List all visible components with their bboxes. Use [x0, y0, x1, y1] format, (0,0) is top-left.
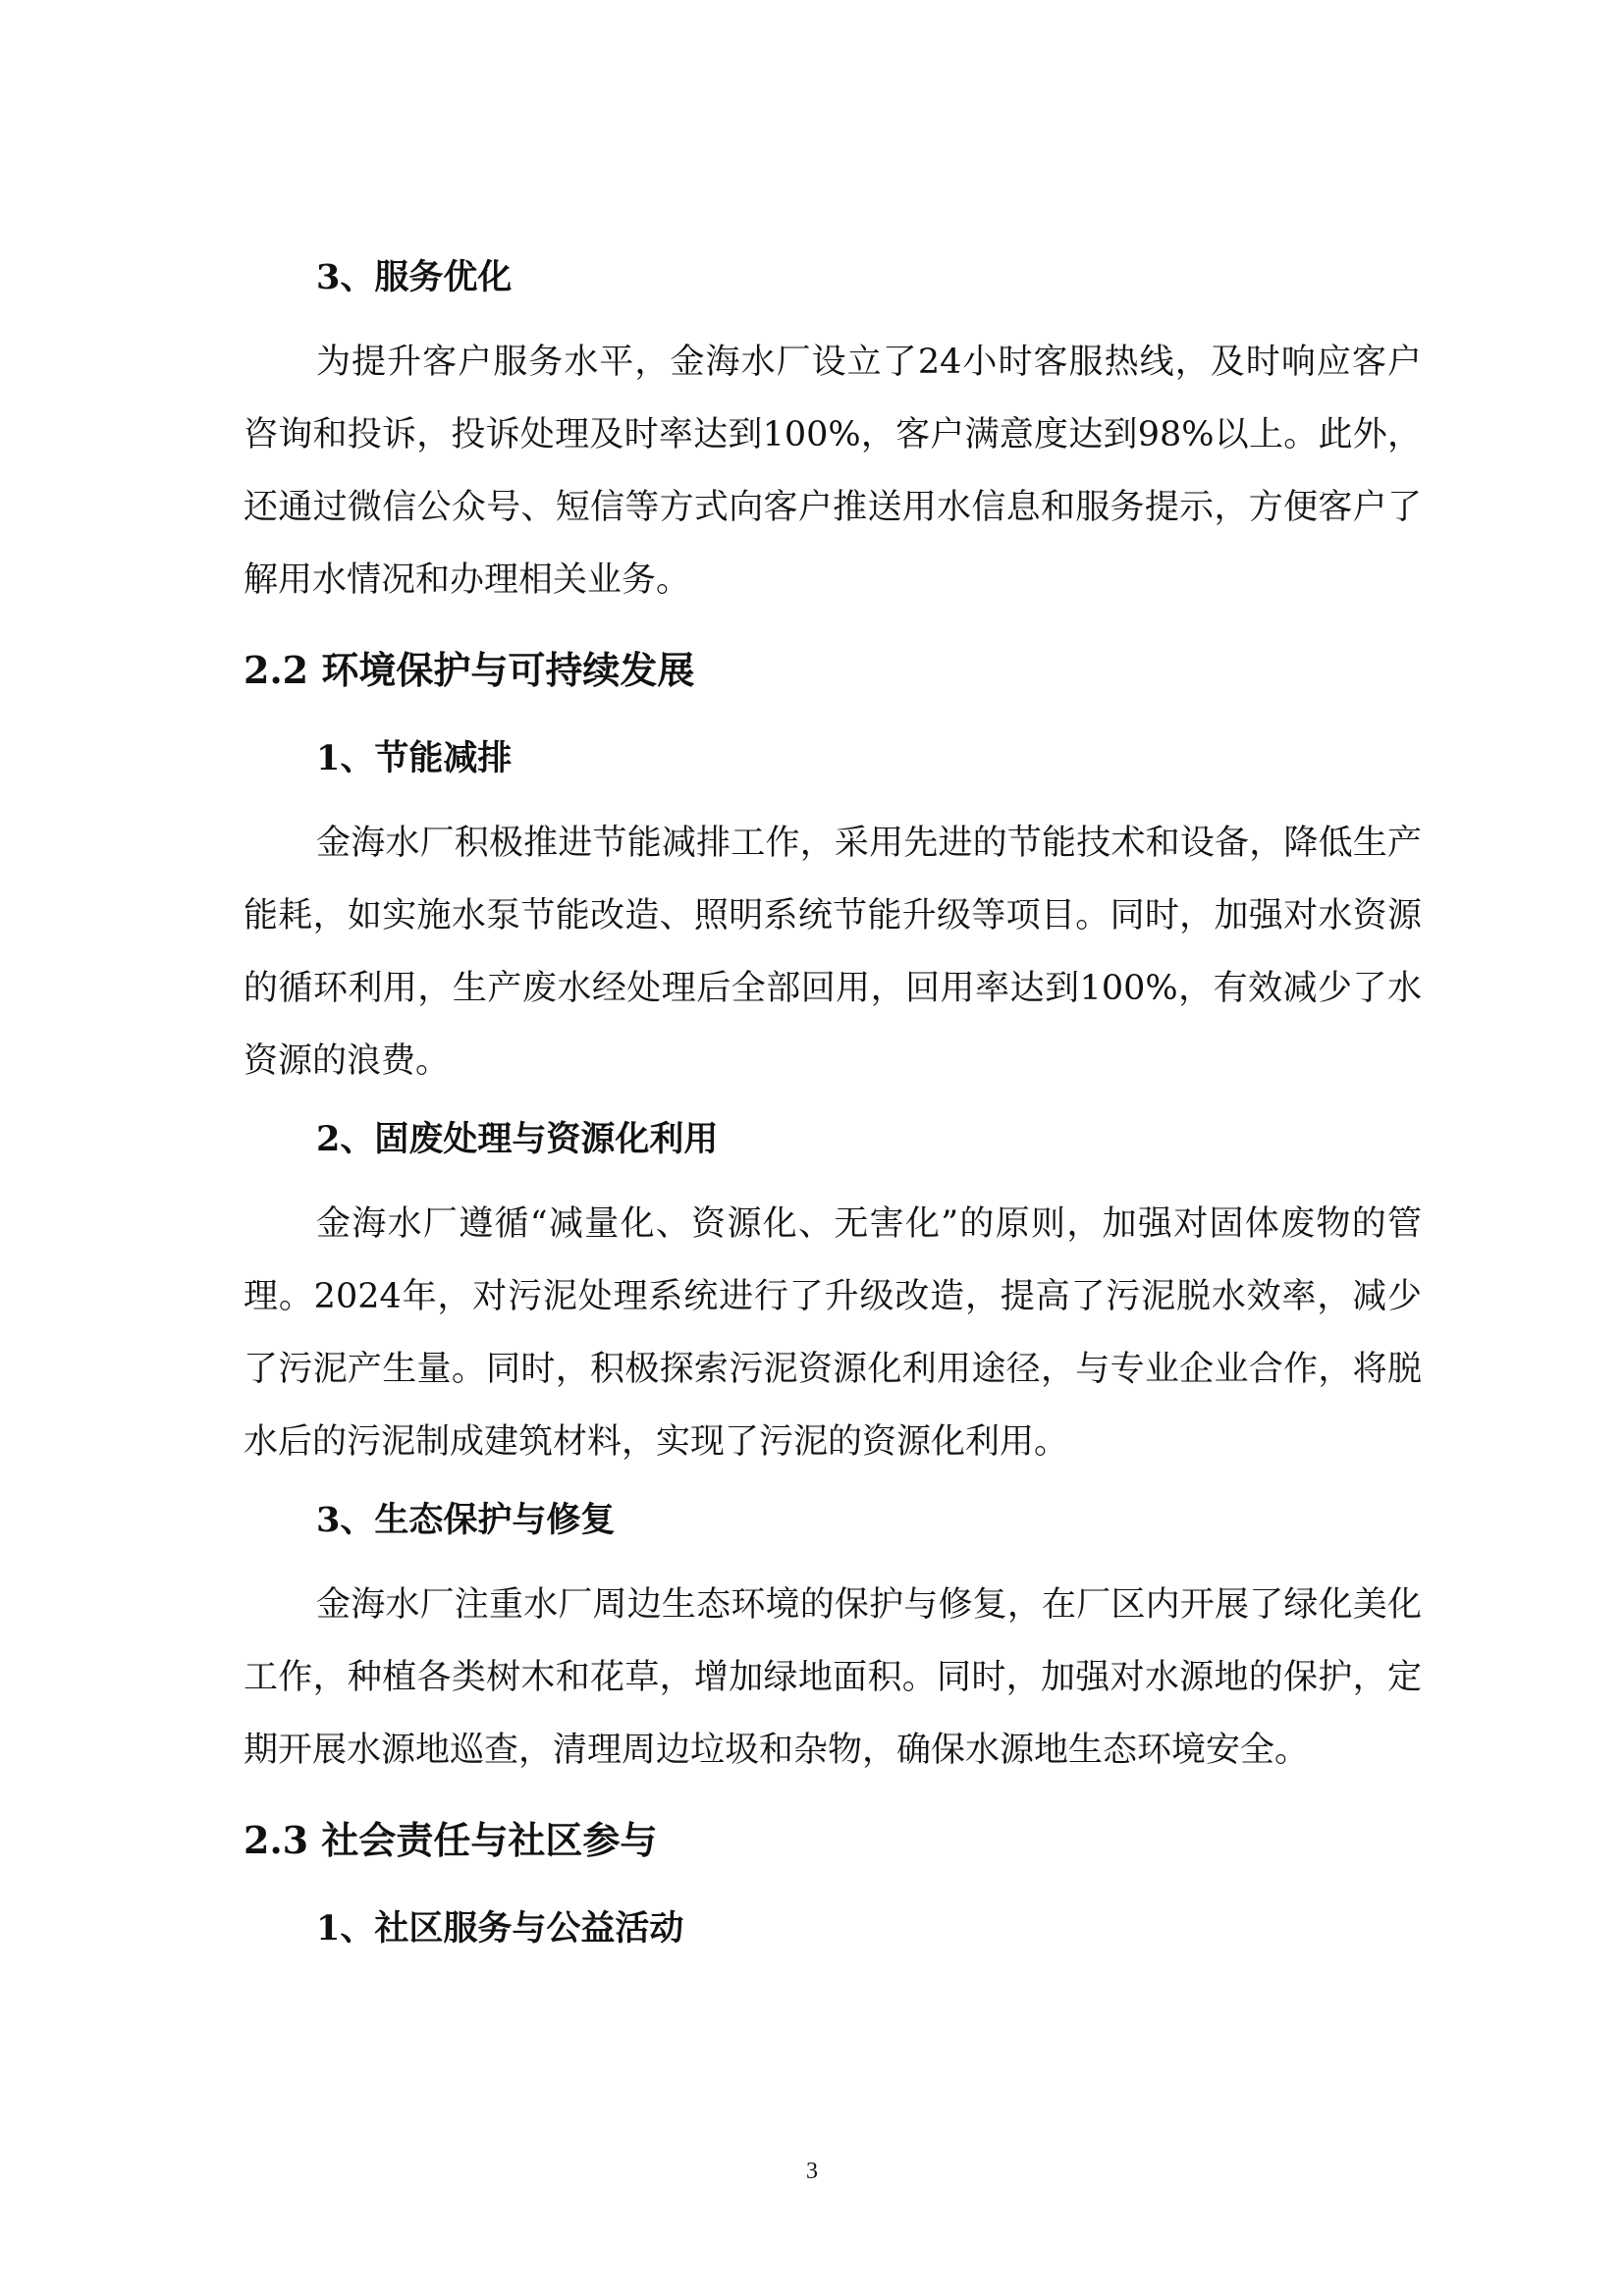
paragraph-solid-waste: 金海水厂遵循“减量化、资源化、无害化”的原则，加强对固体废物的管理。2024年，对污泥处理系统进行了升级改造，提高了污泥脱水效率，减少了污泥产生量。同时，积极探索污泥资源化利用途径，与专业企业合作，将脱水后的污泥制成建筑材料，实现了污泥的资源化利用。 — [244, 1204, 1422, 1462]
subsection-heading-community-service: 1、社区服务与公益活动 — [316, 1908, 684, 1949]
section-title-2-3: 2.3 社会责任与社区参与 — [244, 1818, 658, 1862]
subsection-heading-ecological-protection: 3、生态保护与修复 — [316, 1500, 616, 1540]
page-content — [244, 253, 1422, 1977]
subsection-heading-service-optimization: 3、服务优化 — [316, 257, 513, 297]
paragraph-energy-saving: 金海水厂积极推进节能减排工作，采用先进的节能技术和设备，降低生产能耗，如实施水泵节能改造、照明系统节能升级等项目。同时，加强对水资源的循环利用，生产废水经处理后全部回用，回用率达到100%，有效减少了水资源的浪费。 — [244, 824, 1422, 1081]
section-title-2-2: 2.2 环境保护与可持续发展 — [244, 648, 695, 692]
subsection-heading-energy-saving: 1、节能减排 — [316, 738, 513, 778]
page-number: 3 — [806, 2159, 818, 2184]
paragraph-ecological-protection: 金海水厂注重水厂周边生态环境的保护与修复，在厂区内开展了绿化美化工作，种植各类树木和花草，增加绿地面积。同时，加强对水源地的保护，定期开展水源地巡查，清理周边垃圾和杂物，确保水源地生态环境安全。 — [244, 1585, 1422, 1770]
subsection-heading-solid-waste: 2、固废处理与资源化利用 — [316, 1119, 719, 1159]
paragraph-service-optimization: 为提升客户服务水平，金海水厂设立了24小时客服热线，及时响应客户咨询和投诉，投诉处理及时率达到100%，客户满意度达到98%以上。此外，还通过微信公众号、短信等方式向客户推送用水信息和服务提示，方便客户了解用水情况和办理相关业务。 — [244, 343, 1422, 600]
